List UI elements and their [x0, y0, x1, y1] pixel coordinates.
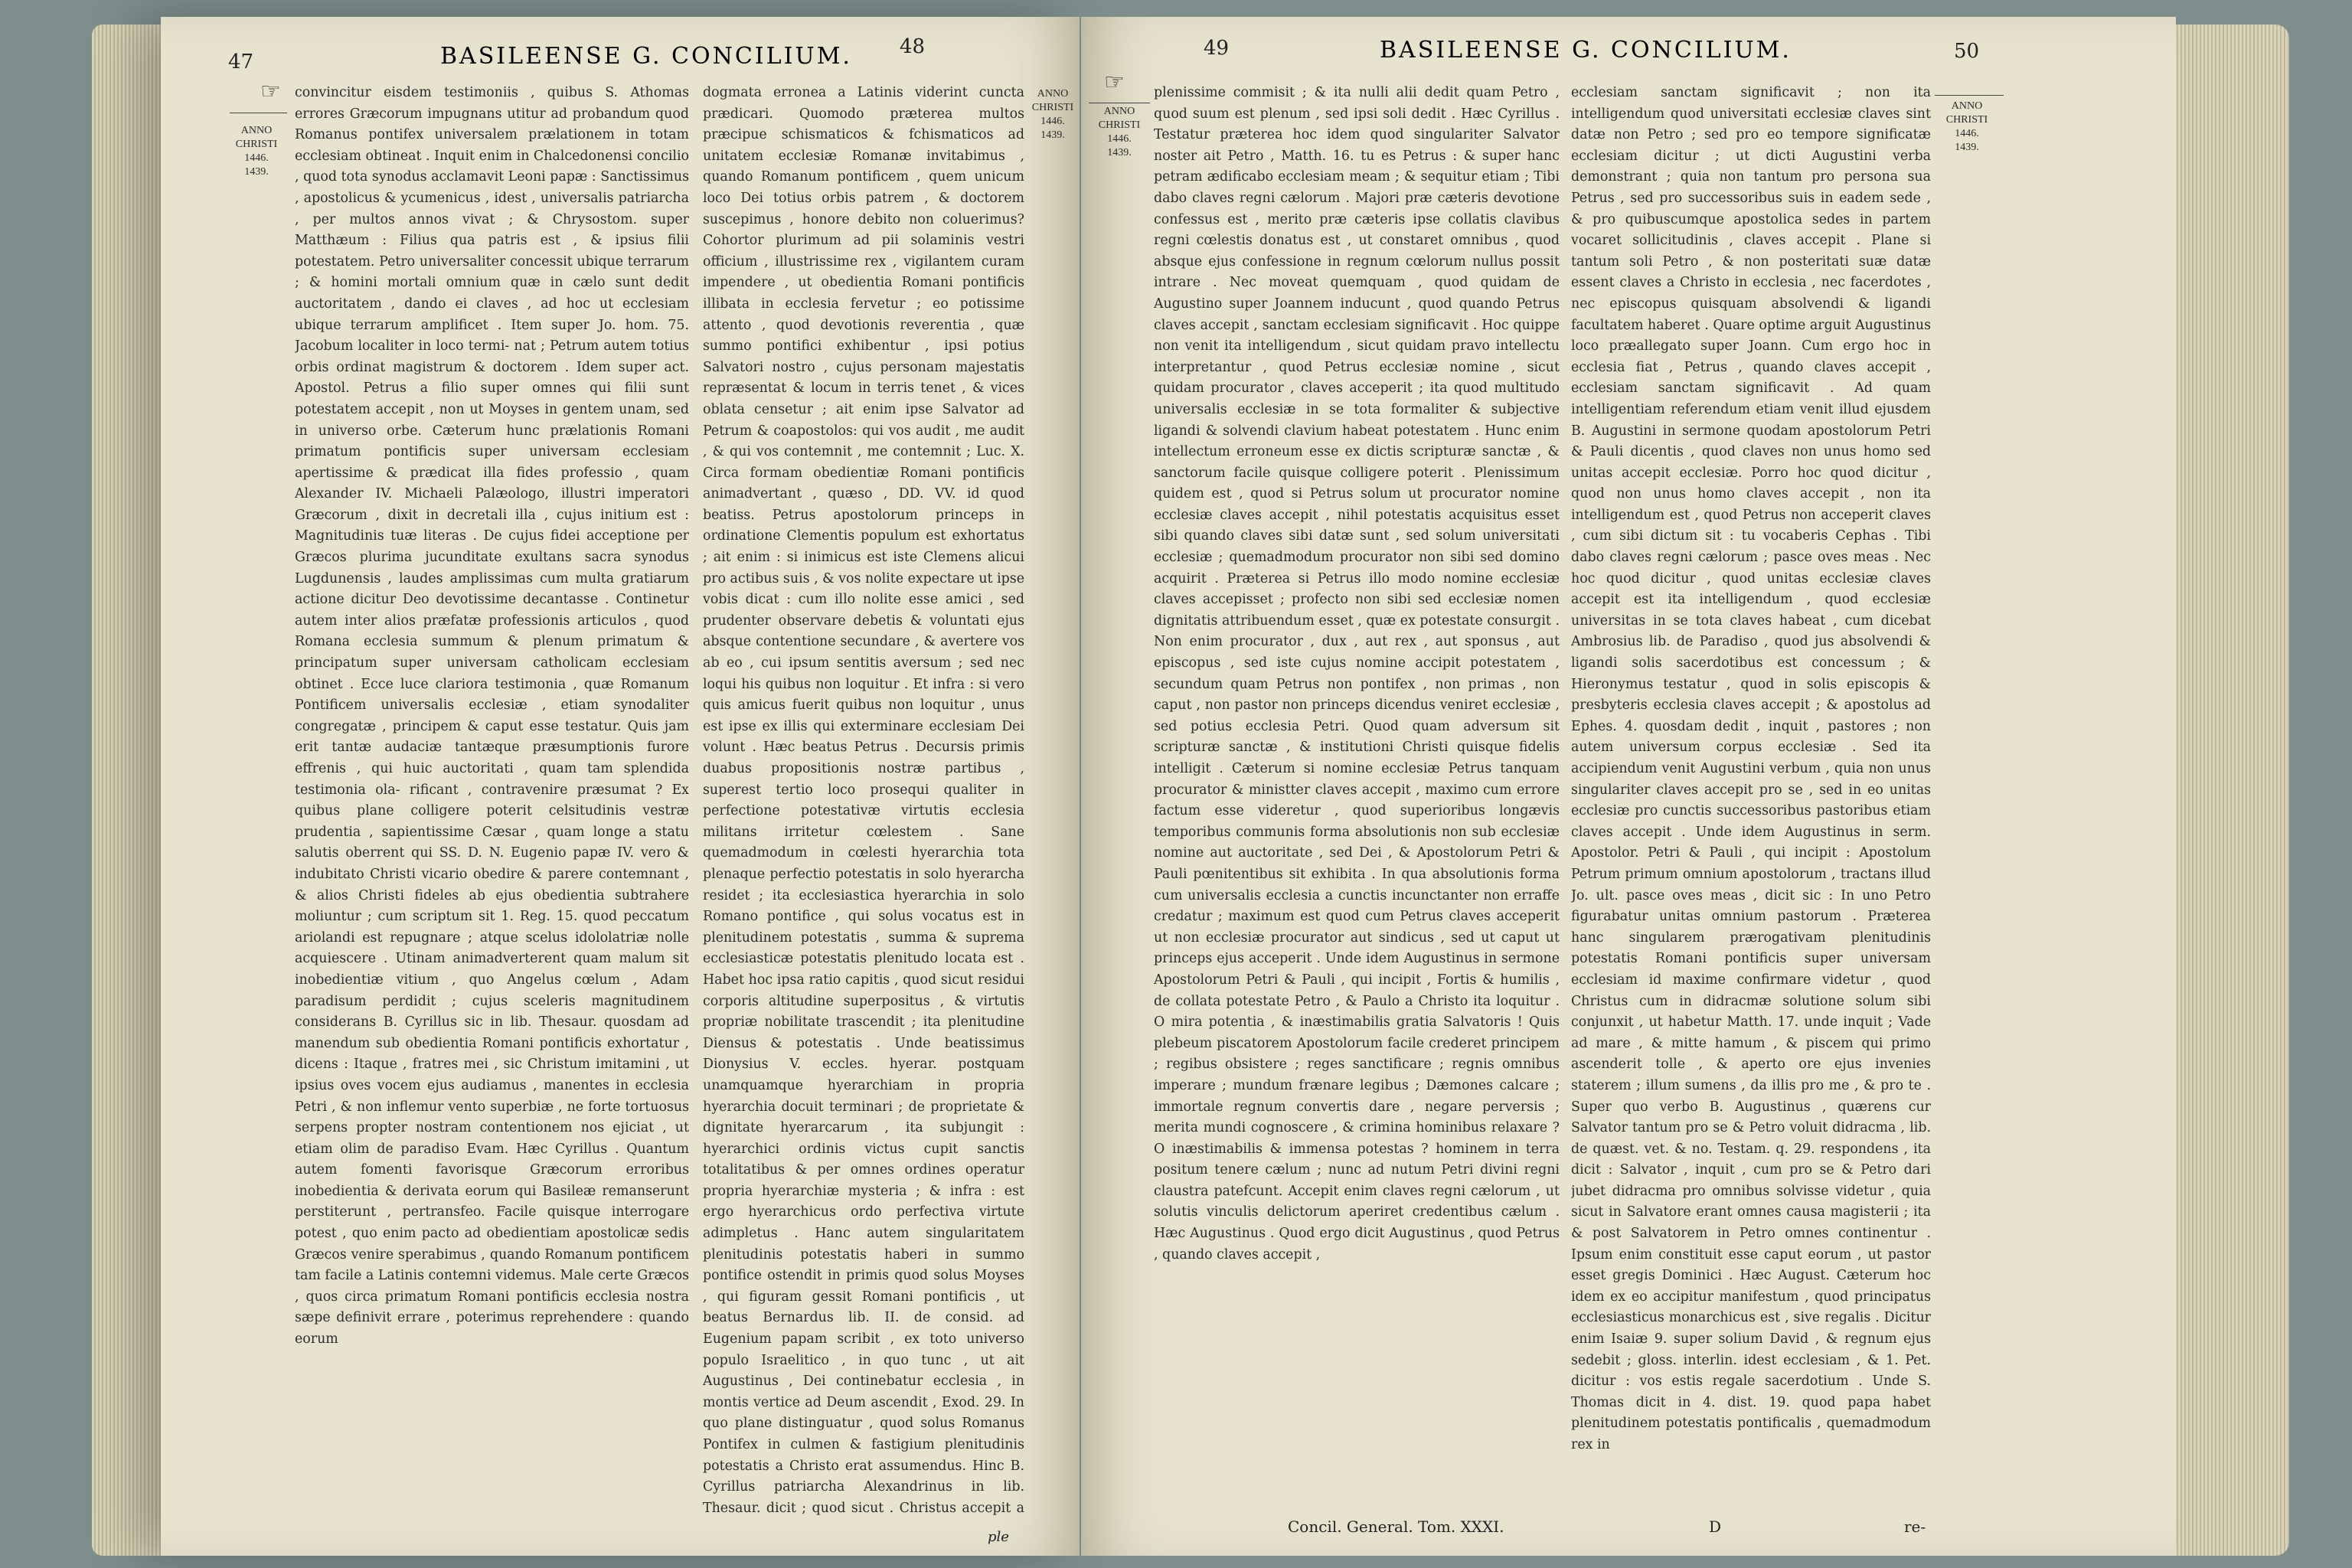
margin-note-left: ANNO CHRISTI 1446. 1439.	[1098, 106, 1141, 158]
text-column-right: dogmata erronea a Latinis viderint cuncta prædicari. Quomodo præterea multos præcipue schismaticos & fchismaticos ad unitatem ecclesiæ Romanæ invitabimus , quando Romanum pontificem , quem unicum loco Dei totius orbis patrem , & doctorem suscepimus , honore debito non coluerimus? Cohortor plurimum ad pii solaminis vestri officium , illustrissime rex , vigilantem curam impendere , ut obedientia Romani pontificis illibata in ecclesia fervetur ; eo potissime attento , quod devotionis reverentia , quæ summo pontifici exhibentur , ipsi potius Salvatori nostro , cujus personam majestatis repræsentat & locum in terris tenet , & vices oblata censetur ; ait enim ipse Salvator ad Petrum & coapostolos: qui vos audit , me audit , & qui vos contemnit , me contemnit ; Luc. X. Circa formam obedientiæ Romani pontificis animadvertant , quæso , DD. VV. id quod beatiss. Petrus apostolorum princeps in ordinatione Clementis populum est exhortatus ; ait enim : si inimicus est iste Clemens alicui pro actibus suis , & vos nolite expectare ut ipse vobis dicat : cum illo nolite esse amici , sed prudenter observare debetis & voluntati ejus absque contentione secundare , & avertere vos ab eo , cui ipsum sentitis aversum ; sed nec loqui his quibus non loquitur . Et infra : si vero quis amicus fuerit quibus non loquitur , unus est ipse ex illis qui exterminare ecclesiam Dei volunt . Hæc beatus Petrus . Decursis primis duabus propositionis nostræ partibus , superest tertio loco prosequi qualiter in perfectione potestativæ virtutis ecclesia militans irritetur cœlestem . Sane quemadmodum in cœlesti hyerarchia tota plenaque perfectio potestatis in solo hyerarcha residet ; ita ecclesiastica hyerarchia in solo Romano pontifice , qui solus vocatus est in plenitudinem potestatis , summa & suprema ecclesiasticæ potestatis plenitudo locata est . Habet hoc ipsa ratio capitis , quod sicut residui corporis altitudine superpositus , & virtutis propriæ nobilitate trascendit ; ita plenitudine Diensus & potestatis . Unde beatissimus Dionysius V. eccles. hyerar. postquam unamquamque hyerarchiam in propria hyerarchia docuit terminari ; de proprietate & dignitate hyerarcarum , ita subjungit : hyerarchici ordinis victus cupit sanctis totalitatibus & per omnes ordines operatur propria hyerarchiæ mysteria ; & infra : est ergo hyerarchicus ordo perfectiva virtute adimpletus . Hanc autem singularitatem plenitudinis potestatis haberi in summo pontifice ostendit in primis quod solus Moyses , qui figuram gessit Romani pontificis , ut beatus Bernardus lib. II. de consid. ad Eugenium papam scribit , ex toto universo populo Israelitico , in quo tunc , ut ait Augustinus , Dei continebatur ecclesia , in montis vertice ad Deum ascendit , Exod. 29. In quo plane distinguatur , quod solus Romanus Pontifex in culmen & fastigium plenitudinis potestatis a Christo erat assumendus. Hinc B. Cyrillus patriarcha Alexandrinus in lib. Thesaur. dicit ; quod sicut . Christus accepit a	[703, 85, 1024, 1516]
right-page	[1081, 17, 2176, 1556]
right-page-edges	[2174, 24, 2289, 1556]
signature-letter: D	[1709, 1517, 1722, 1536]
pointing-hand-icon: ☞	[1104, 69, 1125, 96]
pointing-hand-icon: ☞	[260, 78, 281, 105]
open-book	[46, 17, 2320, 1559]
page-number: 50	[1954, 40, 1980, 63]
margin-note-right: ANNO CHRISTI 1446. 1439.	[1031, 88, 1074, 141]
running-title: BASILEENSE G. CONCILIUM.	[1380, 37, 1792, 64]
text-column-left: plenissime commisit ; & ita nulli alii dedit quam Petro , quod suum est plenum , sed ipsi soli dedit . Hæc Cyrillus . Testatur præterea hoc idem quod singulariter Salvator noster ait Petro , Matth. 16. tu es Petrus : & super hanc petram ædificabo ecclesiam meam ; & sequitur etiam ; Tibi dabo claves regni cælorum . Majori præ cæteris devotione confessus est , merito præ cæteris ipse collatis clavibus regni cœlestis donatus est , ut constaret omnibus , quod absque ejus confessione in regnum cœlorum nullus possit intrare . Nec moveat quemquam , quod quidam de Augustino super Joannem inducunt , quod quando Petrus claves accepit , sanctam ecclesiam significavit . Hoc quippe non venit ita intelligendum , sicut quidam pravo intellectu interpretantur , quod Petrus ecclesiæ nomine , sicut quidam procurator , claves acceperit ; ita quod multitudo universalis ecclesiæ in se tota formaliter & subjective ligandi & solvendi clavium habeat potestatem . Hunc enim intellectum erroneum esse ex dictis scripturæ sanctæ , & sanctorum facile quisque colligere poterit . Plenissimum quidem est , quod si Petrus solum ut procurator nomine ecclesiæ claves accepit , nihil potestatis acquisitus esset sibi quando claves sibi datæ sunt , sed solum universitati ecclesiæ ; quemadmodum procurator non sibi sed domino acquirit . Præterea si Petrus illo modo nomine ecclesiæ claves accepisset ; profecto non sibi sed ecclesiæ nomen dignitatis attribuendum esset , quæ ex potestate consurgit . Non enim procurator , dux , aut rex , aut sponsus , aut episcopus , sed iste cujus nomine accipit potestatem , secundum quam Petrus non pontifex , non primas , non caput , non pastor non princeps dicendus veniret ecclesiæ , sed potius ecclesia Petri. Quod quam adversum sit scripturæ sanctæ , & institutioni Christi quisque fidelis intelligit . Cæterum si nomine ecclesiæ Petrus tanquam procurator & ministter claves accepit , maximo cum errore factum esse videretur , quod superioribus longævis temporibus communis forma absolutionis non sub ecclesiæ nomine aut auctoritate , sed Dei , & Apostolorum Petri & Pauli pœnitentibus sit exhibita . In qua absolutionis forma cum universalis ecclesia a cunctis incunctanter non erraffe credatur ; maximum est quod cum Petrus claves acceperit ut non ecclesiæ procurator aut sindicus , sed ut caput ut princeps ejus acceperit . Unde idem Augustinus in sermone Apostolorum Petri & Pauli , qui incipit , Fortis & humilis , de collata potestate Petro , & Paulo a Christo ita loquitur . O mira potentia , & inæstimabilis gratia Salvatoris ! Quis plebeum piscatorem Apostolorum facile crederet principem ; regibus obsistere ; reges sanctificare ; regnis omnibus imperare ; mundum frænare legibus ; Dæmones calcare ; immortale regnum convertis dare , negare perversis ; merita mundi cognoscere , & crimina hominibus relaxare ? O inæstimabilis & immensa potestas ? hominem in terra positum tenere cælum ; nunc ad nutum Petri divini regni claustra patefcunt. Accepit enim claves regni cælorum , ut solutis vinculis delictorum aperiret credentibus cælum . Hæc Augustinus . Quod ergo dicit Augustinus , quod Petrus , quando claves accepit ,	[1154, 85, 1560, 1263]
left-page	[161, 17, 1080, 1556]
margin-note-right: ANNO CHRISTI 1446. 1439.	[1945, 100, 1988, 153]
running-title: BASILEENSE G. CONCILIUM.	[440, 43, 852, 70]
catchword: ple	[988, 1529, 1009, 1545]
margin-note-left: ANNO CHRISTI 1446. 1439.	[235, 125, 278, 178]
page-number: 49	[1204, 37, 1230, 60]
left-page-edges	[92, 24, 164, 1556]
page-number: 47	[228, 51, 254, 74]
catchword: re-	[1904, 1517, 1926, 1536]
signature-line: Concil. General. Tom. XXXI.	[1288, 1517, 1504, 1536]
text-column-left: convincitur eisdem testimoniis , quibus S. Athomas errores Græcorum impugnans utitur ad probandum quod Romanus pontifex universalem prælationem in totam ecclesiam obtineat . Inquit enim in Chalcedonensi concilio , quod tota synodus acclamavit Leoni papæ : Sanctissimus , apostolicus & ycumenicus , idest , universalis patriarcha , per multos annos vivat ; & Chrysostom. super Matthæum : Filius qua patris est , & ipsius filii potestatem. Petro universaliter concessit ubique terrarum ; & homini mortali omnium quæ in cælo sunt dedit auctoritatem , dando ei claves , ad hoc ut ecclesiam ubique terrarum amplificet . Item super Jo. hom. 75. Jacobum localiter in loco termi- nat ; Petrum autem totius orbis ordinat magistrum & doctorem . Idem super act. Apostol. Petrus a filio super omnes qui filii sunt potestatem accepit , non ut Moyses in gentem unam, sed in universo orbe. Cæterum hunc prælationis Romani primatum pontificis super universam ecclesiam apertissime & prædicat illa fides professio , quam Alexander IV. Michaeli Palæologo, illustri imperatori Græcorum , dixit in decretali illa , cujus initium est : Magnitudinis tuæ literas . De cujus fidei acceptione per Græcos plurima jucunditate exultans sacra synodus Lugdunensis , laudes amplissimas cum multa gratiarum actione dicitur Deo devotissime decantasse . Continetur autem inter alios præfatæ professionis articulos , quod Romana ecclesia summum & plenum primatum & principatum super universam catholicam ecclesiam obtinet . Ecce luce clariora testimonia , quæ Romanum Pontificem universalis ecclesiæ , etiam synodaliter congregatæ , principem & caput esse testatur. Quis jam erit tantæ audaciæ tantæque præsumptionis furore effrenis , qui huic auctoritati , quam tam splendida testimonia ola- rificant , contravenire præsumat ? Ex quibus plane colligere poterit celsitudinis vestræ prudentia , sapientissime Cæsar , quam longe a statu salutis oberrent qui SS. D. N. Eugenio papæ IV. vero & indubitato Christi vicario obedire & parere contemnant , & alios Christi fideles ab ejus obedientia subtrahere moliuntur ; cum scriptum sit 1. Reg. 15. quod peccatum ariolandi est repugnare ; atque scelus idololatriæ nolle acquiescere . Utinam animadverterent quam malum sit inobedientiæ vitium , quo Angelus cœlum , Adam paradisum perdidit ; cujus sceleris magnitudinem considerans B. Cyrillus sic in lib. Thesaur. quosdam ad manendum sub obedientia Romani pontificis exhortatur , dicens : Itaque , fratres mei , sic Christum imitamini , ut ipsius oves vocem ejus audiamus , manentes in ecclesia Petri , & non inflemur vento superbiæ , ne forte tortuosus serpens propter nostram contentionem nos ejiciat , ut etiam olim de paradiso Evam. Hæc Cyrillus . Quantum autem fomenti favorisque Græcorum erroribus inobedientia & derivata eorum qui Basileæ remanserunt perstiterunt , pertransfeo. Facile quisque interrogare potest , quo enim pacto ad obedientiam apostolicæ sedis Græcos venire sperabimus , quando Romanum pontificem tam facile a Latinis contemni videmus. Male certe Græcos , quos circa primatum Romani pontificis ecclesia nostra sæpe definivit errare , poterimus reprehendere : quando eorum	[295, 85, 689, 1348]
margin-rule	[1935, 95, 2004, 96]
text-column-right: ecclesiam sanctam significavit ; non ita intelligendum quod universitati ecclesiæ claves sint datæ non Petro ; sed pro eo tempore significatæ ecclesiam dicitur ; ut dicti Augustini verba demonstrant ; quia non tantum pro persona sua Petrus , sed pro successoribus suis in eadem sede , & pro quibuscumque apostolica sedes in partem vocaret sollicitudinis , claves accepit . Plane si tantum soli Petro , & non posteritati suæ datæ essent claves a Christo in ecclesia , nec facerdotes , nec episcopus quisquam absolvendi & ligandi facultatem haberet . Quare optime arguit Augustinus loco præallegato super Joann. Cum ergo hoc in ecclesia fiat , Petrus , quando claves accepit , ecclesiam sanctam significavit . Ad quam intelligentiam referendum etiam venit illud ejusdem B. Augustini in sermone quodam apostolorum Petri & Pauli dicentis , quod claves non unus homo sed unitas accepit ecclesiæ. Porro hoc quod dicitur , quod non unus homo claves accepit , non ita intelligendum est , quod Petrus non acceperit claves , cum sibi dictum sit : tu vocaberis Cephas . Tibi dabo claves regni cælorum ; pasce oves meas . Nec hoc quod dicitur , quod unitas ecclesiæ claves accepit est ita intelligendum , quod ecclesiæ universitas in se tota claves habeat , cum dicebat Ambrosius lib. de Paradiso , quod jus absolvendi & ligandi solis sacerdotibus est concessum ; & Hieronymus testatur , quod in solis episcopis & presbyteris ecclesia claves accepit ; & apostolus ad Ephes. 4. quosdam dedit , inquit , pastores ; non autem universum corpus ecclesiæ . Sed ita accipiendum venit Augustini verbum , quia non unus singulariter claves accepit pro se , sed in eo unitas ecclesiæ pro cunctis successoribus pastoribus etiam claves accepit . Unde idem Augustinus in serm. Apostolor. Petri & Pauli , qui incipit : Apostolum Petrum primum omnium apostolorum , tractans illud Jo. ult. pasce oves meas , dicit sic : In uno Petro figurabatur unitas omnium pastorum . Præterea hanc singularem prærogativam plenitudinis potestatis Romani pontificis super universam ecclesiam id maxime confirmare videtur , quod Christus cum in didracmæ solutione solum sibi conjunxit , ut habetur Matth. 17. unde inquit ; Vade ad mare , & mitte hamum , & piscem qui primo ascenderit tolle , & aperto ore ejus invenies staterem ; illum sumens , da illis pro me , & pro te . Super quo verbo B. Augustinus , quærens cur Salvator tantum pro se & Petro voluit didracma , lib. de quæst. vet. & no. Testam. q. 29. respondens , ita dicit : Salvator , inquit , cum pro se & Petro dari jubet didracma pro omnibus solvisse videtur , quia sicut in Salvatore erant omnes causa magisterii ; ita & post Salvatorem in Petro omnes continentur . Ipsum enim constituit esse caput eorum , ut pastor esset gregis Dominici . Hæc August. Cæterum hoc idem ex eo accipitur manifestum , quod principatus ecclesiasticus monarchicus est , sive regalis . Dicitur enim Isaiæ 9. super solium David , & regnum ejus sedebit ; gloss. interlin. idest ecclesiam , & 1. Pet. dicitur : vos estis regale sacerdotium . Unde S. Thomas dicit in 4. dist. 19. quod papa habet plenitudinem potestatis pontificalis , quemadmodum rex in	[1571, 85, 1931, 1452]
page-number: 48	[900, 35, 926, 58]
